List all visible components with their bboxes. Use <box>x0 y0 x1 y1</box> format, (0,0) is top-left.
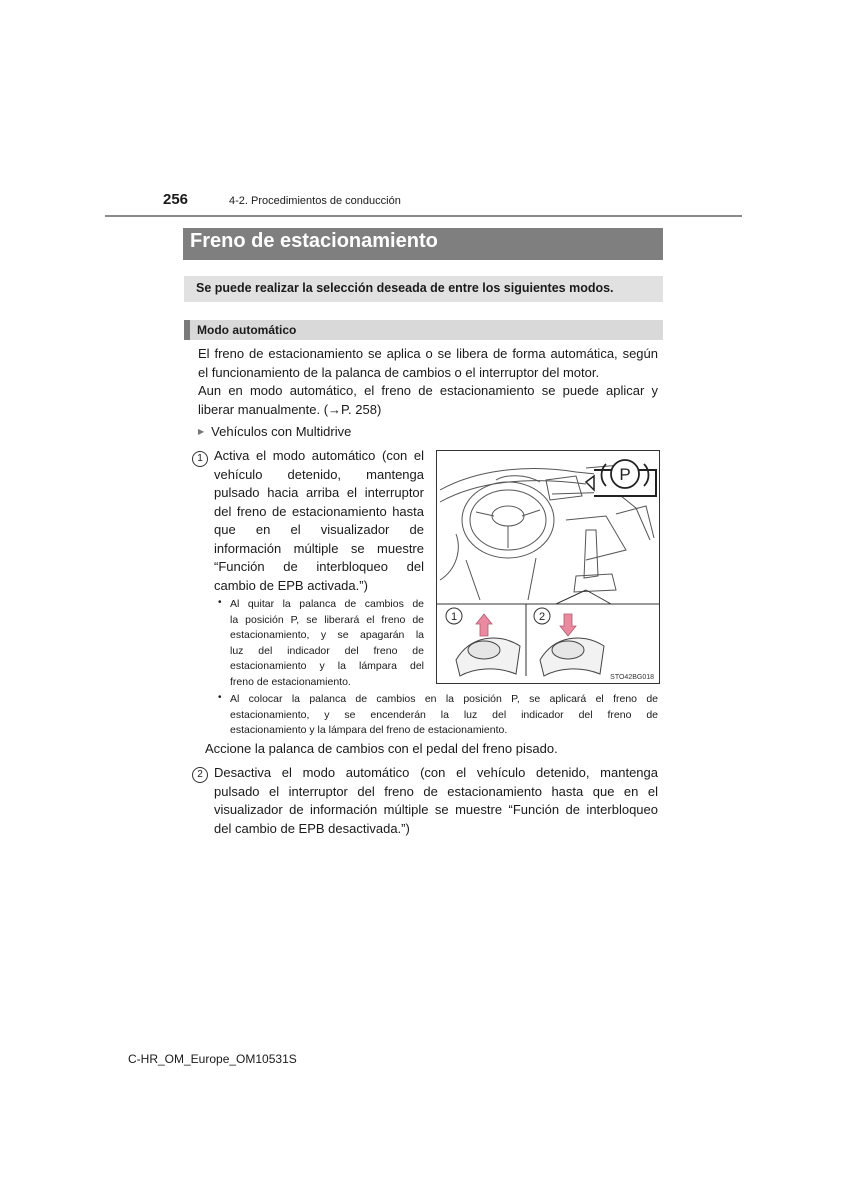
step-line: del freno de estacionamiento hasta <box>214 503 424 519</box>
paragraph-line: El freno de estacionamiento se aplica o se libera de forma automática, según <box>198 346 658 361</box>
note-line: la posición P, se liberará el freno de <box>230 613 424 626</box>
step-line: “Función de interbloqueo del <box>214 559 424 574</box>
paragraph-line: el funcionamiento de la palanca de cambios o el interruptor del motor. <box>198 364 600 380</box>
note-line: Al colocar la palanca de cambios en la posición P, se aplicará el freno de <box>230 693 658 705</box>
parking-p-symbol-icon: P <box>619 465 631 484</box>
note-bullet: • <box>218 692 222 703</box>
step-line: información múltiple se muestre <box>214 540 424 556</box>
step-line: cambio de EPB activada.”) <box>214 577 368 593</box>
step-line: Desactiva el modo automático (con el vehículo detenido, mantenga <box>214 765 658 780</box>
step-line: pulsado el interruptor del freno de estacionamiento hasta que en el <box>214 783 658 799</box>
subheading: Modo automático <box>197 323 297 337</box>
paragraph-line: Aun en modo automático, el freno de estacionamiento se puede aplicar y <box>198 383 658 398</box>
vehicle-type-bullet <box>198 424 351 439</box>
step-line: del cambio de EPB desactivada.”) <box>214 820 410 836</box>
parking-brake-illustration <box>436 450 660 684</box>
note-line: luz del indicador del freno de <box>230 644 424 657</box>
page-number: 256 <box>163 191 189 208</box>
note-2 <box>230 692 658 739</box>
note-line: estacionamiento, y se apagarán la <box>230 629 424 641</box>
note-bullet: • <box>218 597 222 608</box>
figure-code: STO42BG018 <box>610 674 654 681</box>
paragraph-line: liberar manualmente. (→P. 258) <box>198 401 382 417</box>
note-line: Al quitar la palanca de cambios de <box>230 598 424 610</box>
instruction-text: Accione la palanca de cambios con el pedal del freno pisado. <box>205 741 558 756</box>
panel-label-1: 1 <box>450 611 458 623</box>
note-line: estacionamiento y la lámpara del <box>230 660 424 672</box>
note-line: estacionamiento y la lámpara del freno de estacionamiento. <box>230 724 508 736</box>
bullet-text: Vehículos con Multidrive <box>211 424 352 439</box>
subheading-marker <box>184 320 190 340</box>
section-reference: 4-2. Procedimientos de conducción <box>229 195 401 207</box>
paragraph-auto-mode <box>198 345 658 419</box>
header-divider <box>105 215 742 217</box>
step-line: que en el visualizador de <box>214 522 424 537</box>
step-line: pulsado hacia arriba el interruptor <box>214 485 424 500</box>
document-footer: C-HR_OM_Europe_OM10531S <box>128 1052 297 1066</box>
triangle-bullet-icon: ▶ <box>198 427 205 436</box>
panel-label-2: 2 <box>538 611 546 623</box>
step-1-text <box>214 447 424 595</box>
page-title: Freno de estacionamiento <box>190 230 438 252</box>
note-line: freno de estacionamiento. <box>230 675 351 688</box>
note-line: estacionamiento, y se encenderán la luz del indicador del freno de <box>230 708 658 721</box>
note-1 <box>230 597 424 690</box>
step-2-text <box>214 764 658 838</box>
step-number-1-icon: 1 <box>192 451 208 467</box>
intro-text: Se puede realizar la selección deseada de entre los siguientes modos. <box>196 281 614 295</box>
step-line: visualizador de información múltiple se muestre “Función de interbloqueo <box>214 802 658 817</box>
step-line: vehículo detenido, mantenga <box>214 466 424 482</box>
step-number-2-icon: 2 <box>192 767 208 783</box>
step-line: Activa el modo automático (con el <box>214 448 424 463</box>
